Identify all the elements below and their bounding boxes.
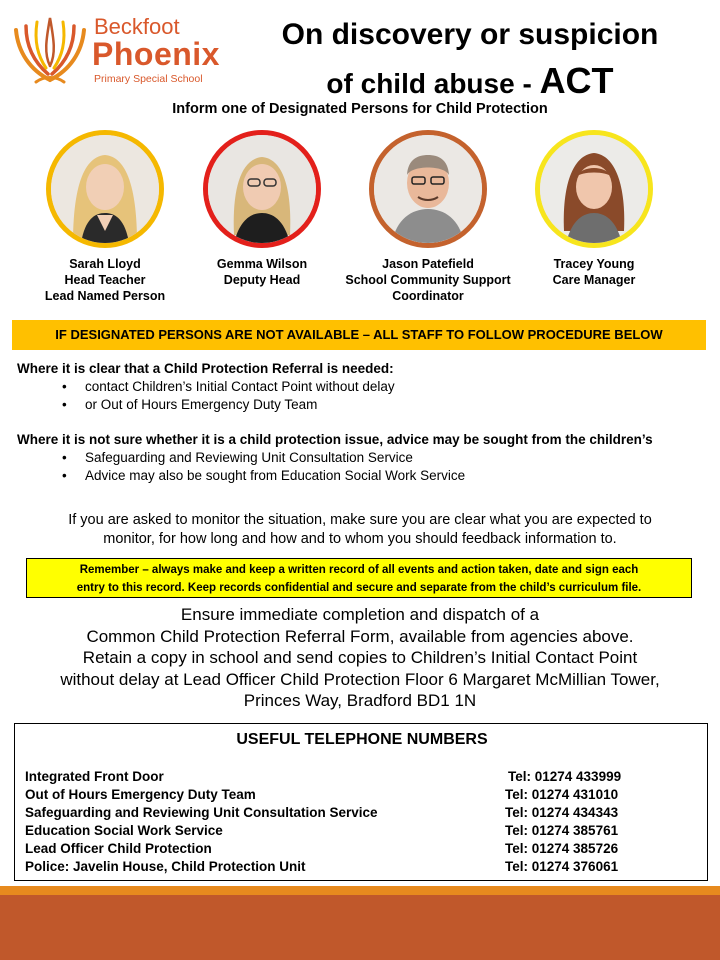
page-title-line1: On discovery or suspicion [281,18,659,51]
person-role: Head Teacher [64,273,146,287]
remember-line: Remember – always make and keep a written record of all events and action taken, date and sign each [79,564,639,576]
person-card [343,130,513,304]
avatar [46,130,164,248]
instruction-line: Princes Way, Bradford BD1 1N [243,691,477,710]
phone-contact-name: Integrated Front Door [25,769,164,784]
phone-contact-name: Lead Officer Child Protection [25,841,212,856]
person-photo-icon [540,135,648,243]
avatar [535,130,653,248]
remember-line: entry to this record. Keep records confidential and secure and separate from the child’s curriculum file. [76,582,642,594]
phone-number: Tel: 01274 376061 [505,859,619,874]
logo-text-school: Primary Special School [94,73,203,85]
person-photo-icon [208,135,316,243]
list-item-text: Advice may also be sought from Education Social Work Service [85,468,466,483]
instruction-line: Ensure immediate completion and dispatch of a [180,605,540,624]
person-name: Sarah Lloyd [69,257,141,271]
phoenix-logo-icon [10,10,90,86]
person-role: Care Manager [552,273,636,287]
title-prefix: of child abuse - [326,68,540,99]
phone-box-title: USEFUL TELEPHONE NUMBERS [236,731,488,748]
monitor-line: If you are asked to monitor the situation, make sure you are clear what you are expected to [68,512,652,528]
list-item [65,397,317,412]
person-role-2: Lead Named Person [44,289,166,303]
footer-band [0,895,720,960]
person-card [177,130,347,288]
phone-row [25,805,701,823]
remember-box [26,558,692,598]
phone-number: Tel: 01274 385726 [505,841,619,856]
section-heading: Where it is clear that a Child Protection Referral is needed: [17,361,394,376]
phone-number: Tel: 01274 385761 [505,823,619,838]
person-role: School Community Support [345,273,511,287]
phone-contact-name: Police: Javelin House, Child Protection Unit [25,859,306,874]
person-photo-icon [51,135,159,243]
phone-row [25,769,701,787]
phone-contact-name: Out of Hours Emergency Duty Team [25,787,256,802]
alert-banner: IF DESIGNATED PERSONS ARE NOT AVAILABLE – ALL STAFF TO FOLLOW PROCEDURE BELOW [12,320,706,350]
person-card [20,130,190,304]
instruction-line: Common Child Protection Referral Form, available from agencies above. [86,626,634,646]
phone-row [25,823,701,841]
person-name: Jason Patefield [382,257,474,271]
list-item [65,450,413,465]
phone-numbers-box [14,723,708,881]
phone-contact-name: Education Social Work Service [25,823,223,838]
title-act: ACT [539,60,614,101]
phone-contact-name: Safeguarding and Reviewing Unit Consultation Service [25,805,378,820]
phone-row [25,841,701,859]
list-item-text: Safeguarding and Reviewing Unit Consultation Service [85,450,413,465]
avatar [369,130,487,248]
person-role-2: Coordinator [392,289,464,303]
avatar [203,130,321,248]
person-photo-icon [374,135,482,243]
monitor-line: monitor, for how long and how and to whom you should feedback information to. [103,531,617,547]
list-item [65,379,395,394]
footer-stripe [0,886,720,895]
phone-number: Tel: 01274 433999 [508,769,622,784]
logo-text-beckfoot: Beckfoot [94,14,180,39]
subtitle: Inform one of Designated Persons for Child Protection [172,101,548,117]
referral-instructions [10,604,710,712]
phone-number: Tel: 01274 434343 [505,805,619,820]
person-card [509,130,679,288]
monitor-paragraph [20,511,700,549]
phone-row [25,859,701,877]
person-role: Deputy Head [223,273,301,287]
list-item-text: contact Children’s Initial Contact Point without delay [85,379,395,394]
instruction-line: Retain a copy in school and send copies to Children’s Initial Contact Point [82,648,638,667]
phone-row [25,787,701,805]
instruction-line: without delay at Lead Officer Child Protection Floor 6 Margaret McMillian Tower, [60,669,660,689]
section-heading: Where it is not sure whether it is a child protection issue, advice may be sought from the children’s [17,432,653,447]
list-item [65,468,465,483]
phone-number: Tel: 01274 431010 [505,787,619,802]
person-name: Tracey Young [553,257,635,271]
person-name: Gemma Wilson [216,257,308,271]
logo-text-phoenix: Phoenix [92,36,220,72]
page-title-line2 [250,60,690,102]
list-item-text: or Out of Hours Emergency Duty Team [85,397,318,412]
